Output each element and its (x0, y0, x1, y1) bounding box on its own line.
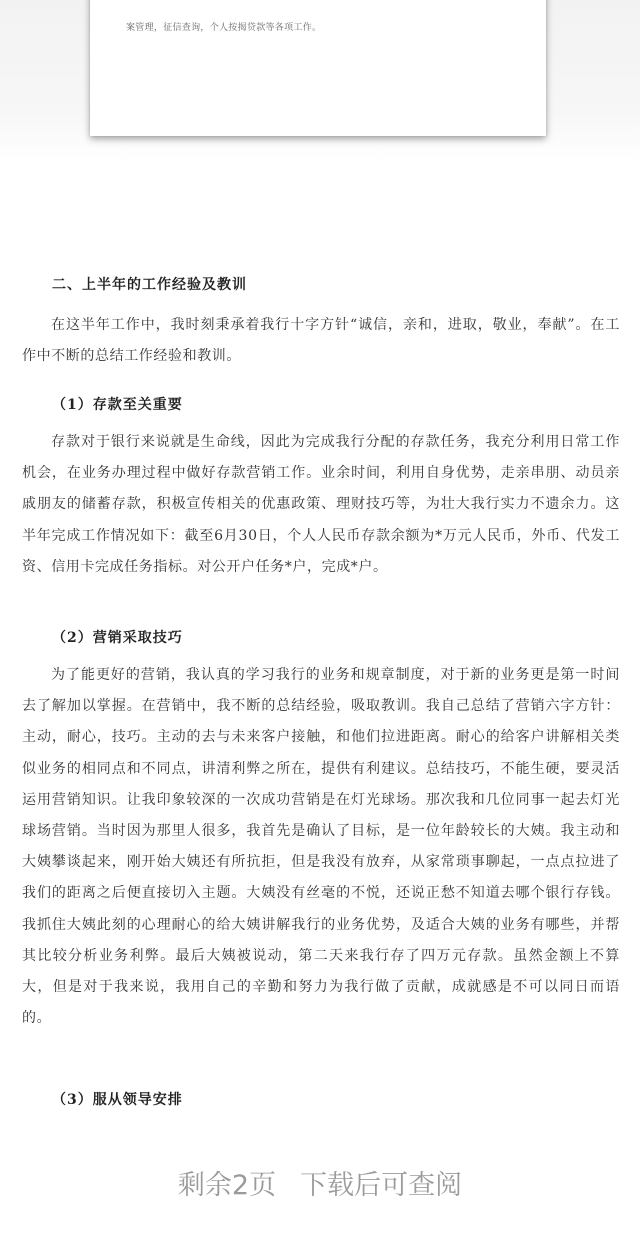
download-to-view-label[interactable]: 下载后可查阅 (300, 1170, 463, 1201)
subsection-heading-deposits: （1）存款至关重要 (52, 397, 183, 413)
marketing-paragraph: 为了能更好的营销，我认真的学习我行的业务和规章制度，对于新的业务更是第一时间去了解加以掌握。在营销中，我不断的总结经验，吸取教训。我自己总结了营销六字方针：主动，耐心，技巧。主动的去与未来客户接触，和他们拉进距离。耐心的给客户讲解相关类似业务的相同点和不同点，讲清利弊之所在，提供有利建议。总结技巧，不能生硬，要灵活运用营销知识。让我印象较深的一次成功营销是在灯光球场。那次我和几位同事一起去灯光球场营销。当时因为那里人很多，我首先是确认了目标，是一位年龄较长的大姨。我主动和大姨攀谈起来，刚开始大姨还有所抗拒，但是我没有放弃，从家常琐事聊起，一点点拉进了我们的距离之后便直接切入主题。大姨没有丝毫的不悦，还说正愁不知道去哪个银行存钱。我抓住大姨此刻的心理耐心的给大姨讲解我行的业务优势，及适合大姨的业务有哪些，并帮其比较分析业务利弊。最后大姨被说动，第二天来我行存了四万元存款。虽然金额上不算大，但是对于我来说，我用自己的辛勤和努力为我行做了贡献，成就感是不可以同日而语的。 (22, 667, 620, 1027)
previous-page-line: 案管理，征信查询，个人按揭贷款等各项工作。 (126, 23, 322, 33)
download-prompt[interactable] (0, 1163, 640, 1202)
subsection-heading-obey: （3）服从领导安排 (52, 1092, 183, 1108)
previous-page-preview (90, 0, 546, 136)
intro-paragraph: 在这半年工作中，我时刻秉承着我行十字方针“诚信，亲和，进取，敬业，奉献”。在工作中不断的总结工作经验和教训。 (22, 317, 620, 365)
subsection-heading-marketing: （2）营销采取技巧 (52, 630, 183, 646)
remaining-pages-label[interactable]: 剩余2页 (177, 1170, 277, 1201)
previous-page-area (0, 0, 640, 160)
section-heading: 二、上半年的工作经验及教训 (52, 277, 247, 293)
deposits-paragraph: 存款对于银行来说就是生命线，因此为完成我行分配的存款任务，我充分利用日常工作机会，在业务办理过程中做好存款营销工作。业余时间，利用自身优势，走亲串朋、动员亲戚朋友的储蓄存款，积极宣传相关的优惠政策、理财技巧等，为壮大我行实力不遗余力。这半年完成工作情况如下：截至6月30日，个人人民币存款余额为*万元人民币，外币、代发工资、信用卡完成任务指标。对公开户任务*户，完成*户。 (22, 434, 620, 575)
